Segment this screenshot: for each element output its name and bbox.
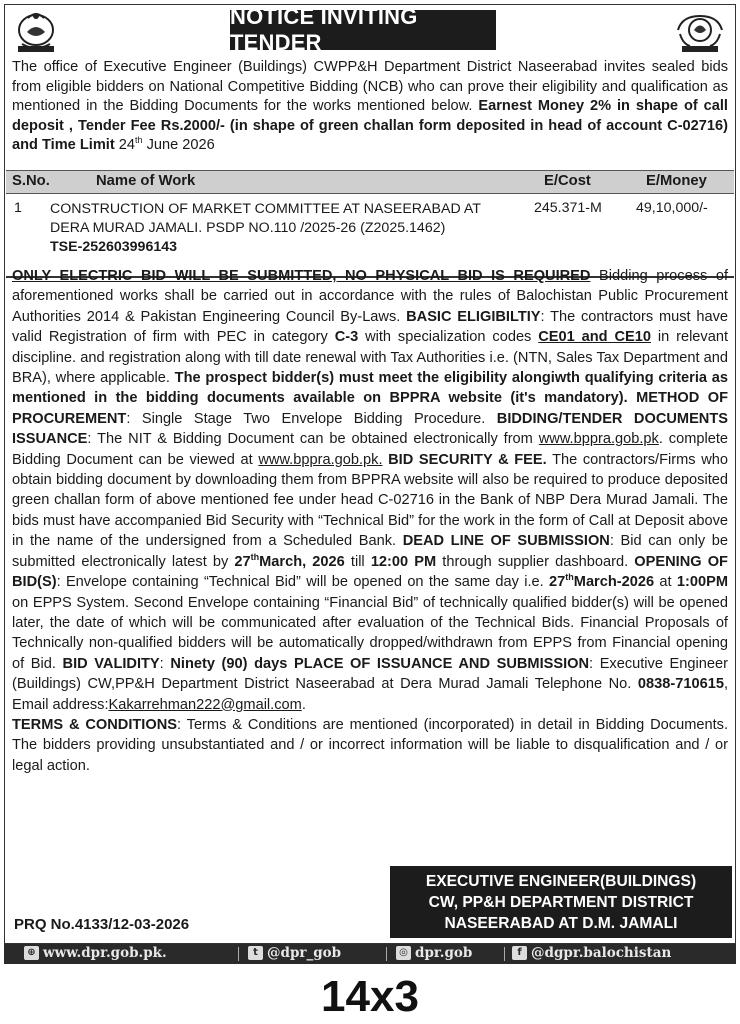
footer-facebook[interactable]: f @dgpr.balochistan (512, 945, 671, 961)
row-sno: 1 (14, 200, 22, 216)
row-cost: 245.371-M (534, 200, 602, 216)
row-money: 49,10,000/- (636, 200, 708, 216)
intro-paragraph: The office of Executive Engineer (Buildings) CWPP&H Department District Naseerabad invites sealed bids from eligible bidders on National Competitive Bidding (NCB) who can prove their eligibility and qualification as mentioned in the Bidding Documents for the works mentioned below. Earnest Money 2% in shape of call deposit , Tender Fee Rs.2000/- (in shape of green challan form deposited in head of account C-02716) and Time Limit 24th June 2026 (12, 59, 728, 153)
signature-block: EXECUTIVE ENGINEER(BUILDINGS) CW, PP&H DEPARTMENT DISTRICT NASEERABAD AT D.M. JAMALI (390, 866, 732, 938)
footer-web[interactable]: ⊕ www.dpr.gob.pk. (24, 945, 167, 961)
balochistan-emblem-icon (8, 8, 64, 56)
footer-separator (386, 947, 387, 961)
notice-body: ONLY ELECTRIC BID WILL BE SUBMITTED, NO PHYSICAL BID IS REQUIRED Bidding process of aforementioned works shall be carried out in accordance with the rules of Balochistan Public Procurement Authorities 2014 & Pakistan Engineering Council By-Laws. BASIC ELIGIBILTIY: The contractors must have valid Registration of firm with PEC in category C-3 with specialization codes CE01 and CE10 in relevant discipline. and registration along with till date renewal with Tax Authorities i.e. (NTN, Sales Tax Department and BRA), where applicable. The prospect bidder(s) must meet the eligibility alongiwth qualifying criteria as mentioned in the bidding documents available on BPPRA website (it's mandatory). METHOD OF PROCUREMENT: Single Stage Two Envelope Bidding Procedure. BIDDING/TENDER DOCUMENTS ISSUANCE: The NIT & Bidding Document can be obtained electronically from www.bppra.gob.pk. complete Bidding Document can be viewed at www.bppra.gob.pk. BID SECURITY & FEE. The contractors/Firms who obtain bidding document by downloading them from BPPRA website will also be required to produce deposited green challan form of above mentioned fee under head C-02716 in the Bank of NBP Dera Murad Jamali. The bids must have accompanied Bid Security with “Technical Bid” for the work in the form of Call at Deposit above in the name of the undersigned from a Scheduled Bank. DEAD LINE OF SUBMISSION: Bid can only be submitted electronically latest by 27thMarch, 2026 till 12:00 PM through supplier dashboard. OPENING OF BID(S): Envelope containing “Technical Bid” will be opened on the same day i.e. 27thMarch-2026 at 1:00PM on EPPS System. Second Envelope containing “Financial Bid” of technically qualified bidder(s) will be opened later, the date of which will be communicated after evaluation of the Technical Bids. Financial Proposals of Technically non-qualified bidders will be automatically dropped/withdrawn from EPPS from Financial opening of Bid. BID VALIDITY: Ninety (90) days PLACE OF ISSUANCE AND SUBMISSION: Executive Engineer (Buildings) CW,PP&H Department District Naseerabad at Dera Murad Jamali Telephone No. 0838-710615, Email address:Kakarrehman222@gmail.com. TERMS & CONDITIONS: Terms & Conditions are mentioned (incorporated) in detail in Bidding Documents. The bidders providing unsubstantiated and / or incorrect information will be liable to disqualification and / or legal action. (12, 268, 729, 774)
bppra-link[interactable]: www.bppra.gob.pk (538, 431, 659, 448)
footer-bar (4, 944, 736, 964)
electric-bid-notice: ONLY ELECTRIC BID WILL BE SUBMITTED, NO PHYSICAL BID IS REQUIRED (12, 268, 591, 284)
table-header (6, 170, 734, 194)
header-cost: E/Cost (544, 173, 591, 189)
prq-number: PRQ No.4133/12-03-2026 (14, 916, 190, 933)
globe-icon: ⊕ (24, 946, 39, 960)
header-sno: S.No. (12, 173, 50, 189)
header-name: Name of Work (96, 173, 196, 189)
row-work: CONSTRUCTION OF MARKET COMMITTEE AT NASEERABAD AT DERA MURAD JAMALI. PSDP NO.110 /2025-26 (Z2025.1462) TSE-252603996143 (50, 201, 481, 255)
header-money: E/Money (646, 173, 707, 189)
ad-size-label: 14x3 (321, 972, 419, 1021)
bppra-link-2[interactable]: www.bppra.gob.pk. (258, 451, 383, 468)
page-title: NOTICE INVITING TENDER (230, 10, 496, 50)
row-tse: TSE-252603996143 (50, 239, 178, 255)
facebook-icon: f (512, 946, 527, 960)
works-table (6, 170, 734, 278)
footer-instagram[interactable]: ◎ dpr.gob (396, 945, 472, 961)
footer-separator (238, 947, 239, 961)
instagram-icon: ◎ (396, 946, 411, 960)
footer-twitter[interactable]: t @dpr_gob (248, 945, 341, 961)
twitter-icon: t (248, 946, 263, 960)
footer-separator (504, 947, 505, 961)
email-link[interactable]: Kakarrehman222@gmail.com (108, 696, 302, 713)
government-seal-icon (672, 8, 728, 56)
